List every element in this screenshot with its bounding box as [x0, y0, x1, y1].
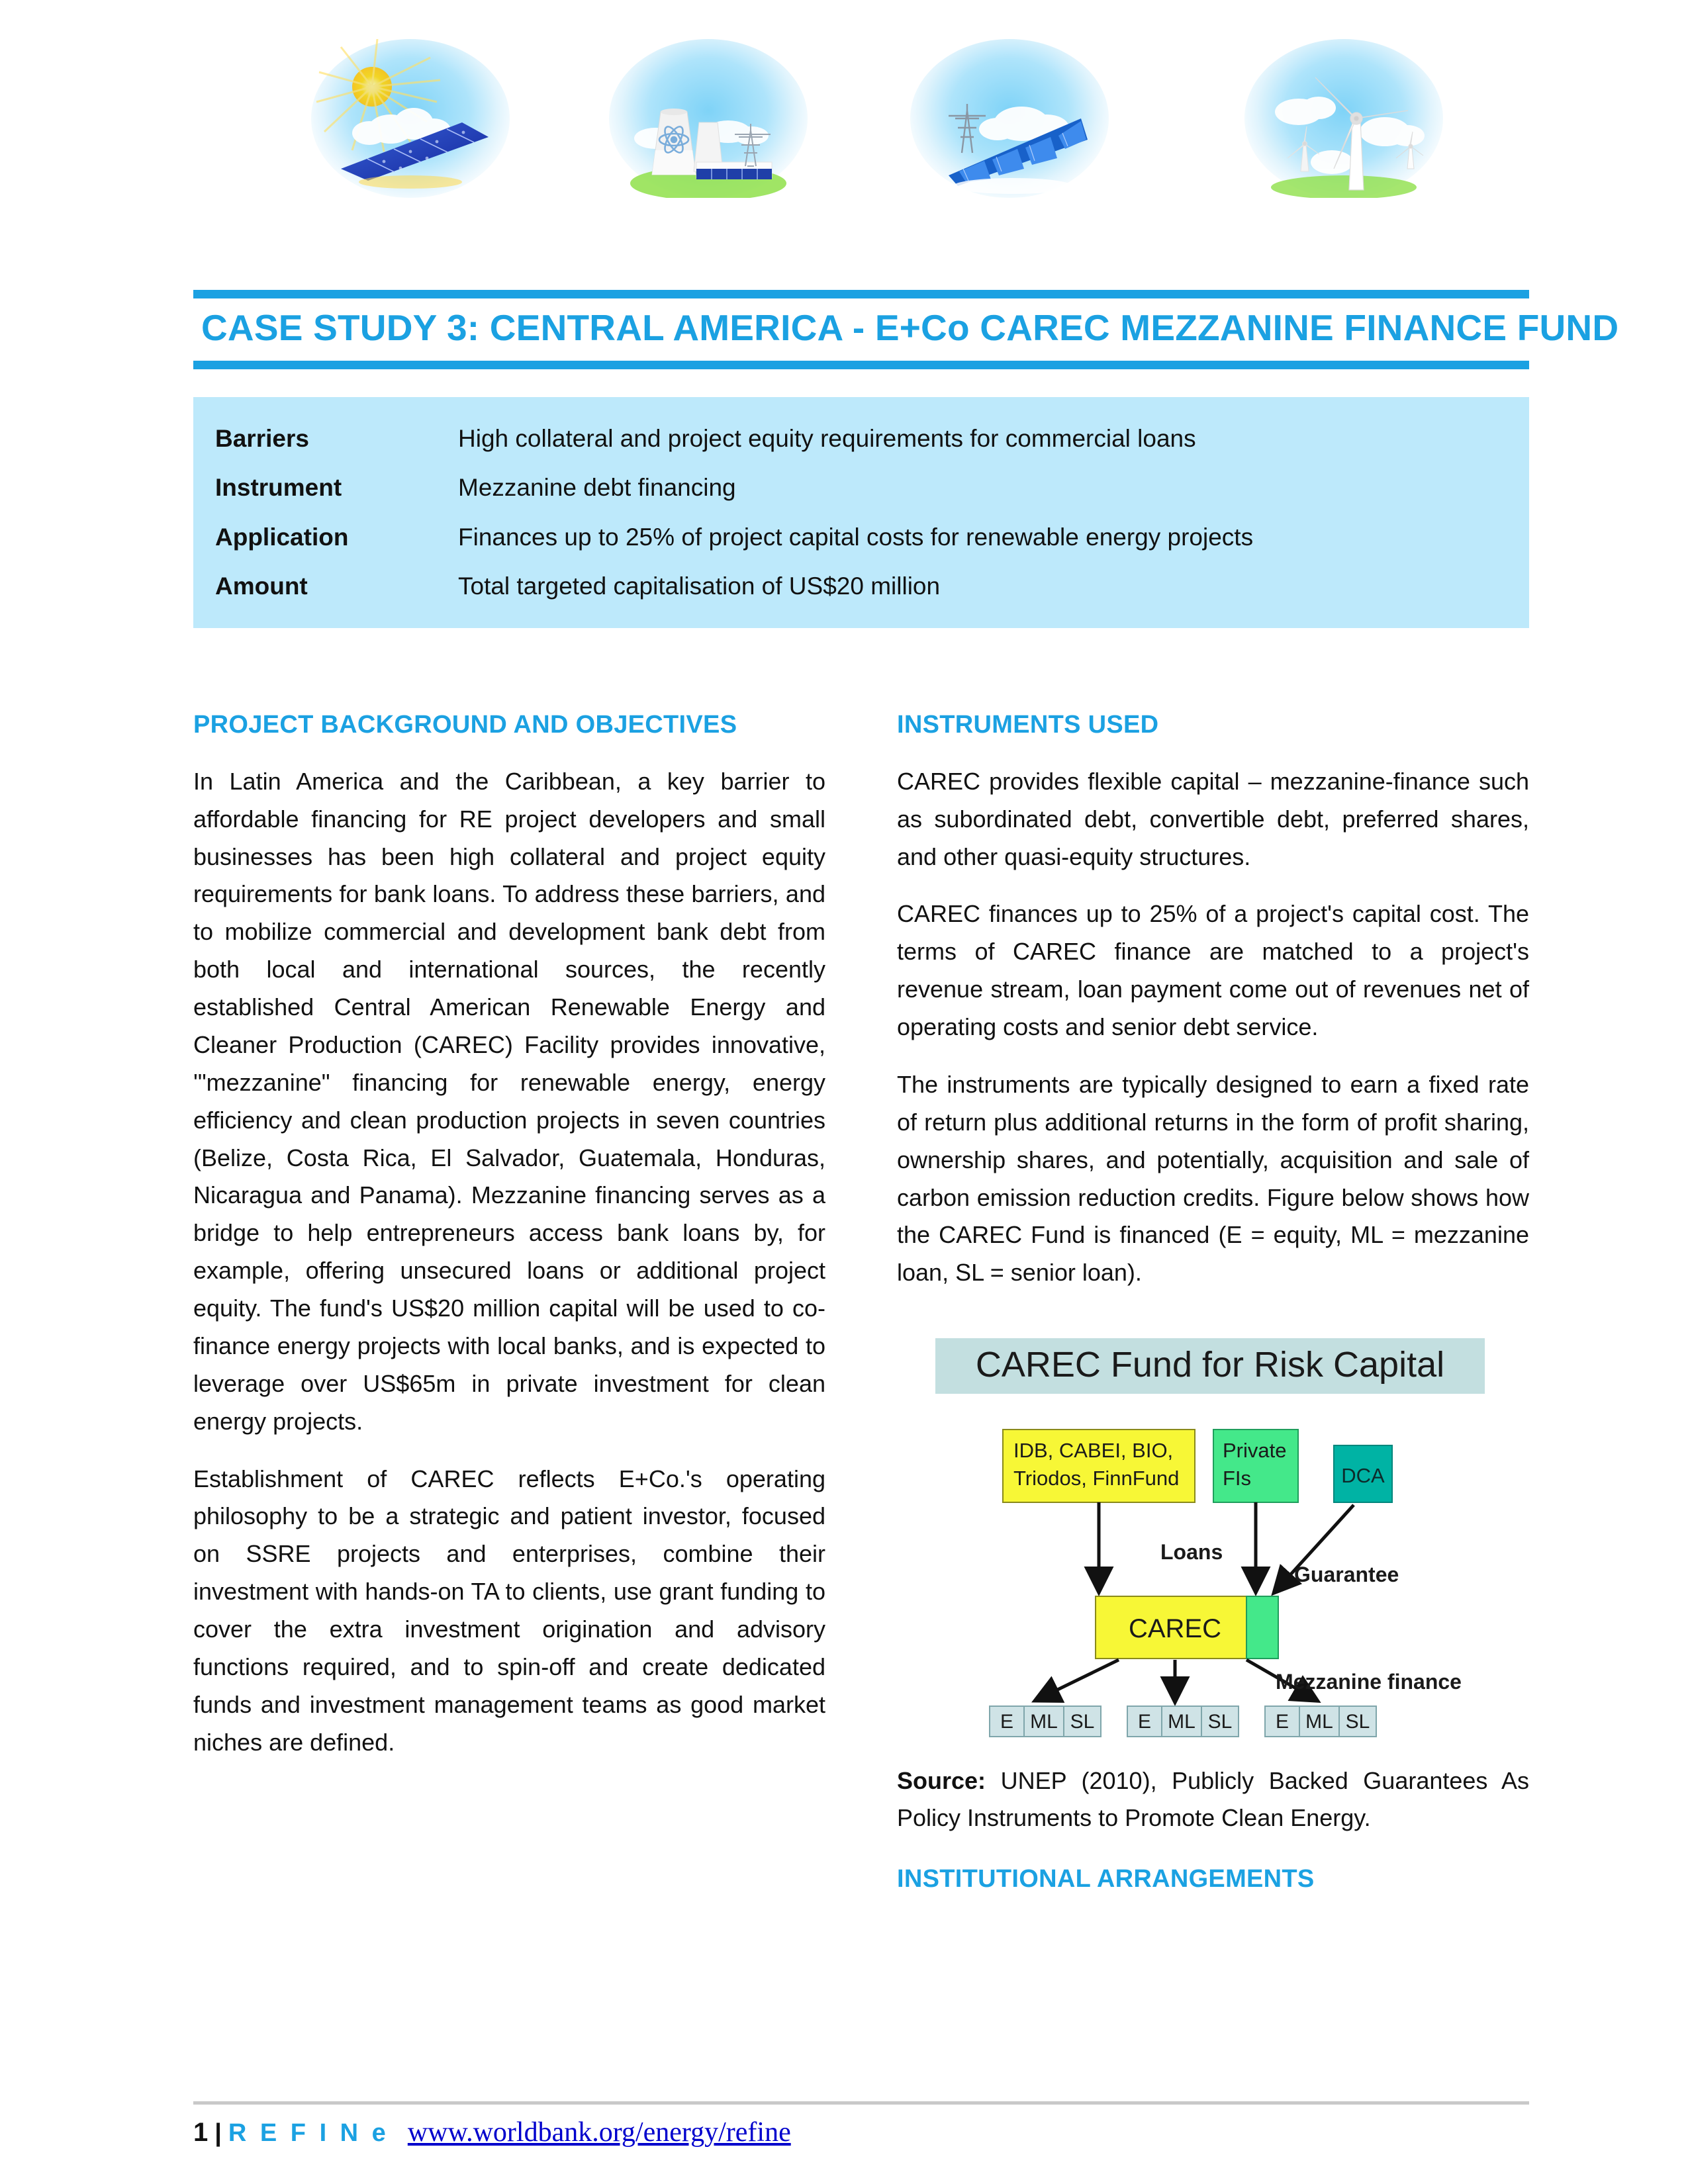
- svg-text:IDB, CABEI, BIO,: IDB, CABEI, BIO,: [1013, 1439, 1174, 1463]
- svg-text:ML: ML: [1168, 1711, 1196, 1733]
- footer-divider: [193, 2101, 1529, 2105]
- row-label: Application: [215, 523, 349, 551]
- header-banner: [179, 29, 1509, 221]
- body-columns: [193, 711, 1529, 1893]
- svg-text:DCA: DCA: [1341, 1464, 1385, 1488]
- left-column: [193, 711, 825, 1893]
- table-row: [193, 463, 1529, 512]
- section-heading-institutional-arrangements: INSTITUTIONAL ARRANGEMENTS: [897, 1864, 1315, 1893]
- title-rule-bottom: [193, 361, 1529, 369]
- page-number: 1: [193, 2118, 209, 2147]
- svg-text:E: E: [1137, 1711, 1152, 1733]
- brand-refine: R E F I N e: [228, 2119, 389, 2147]
- solar-panel-sun-image: [291, 29, 530, 208]
- source-label: Source:: [897, 1767, 986, 1795]
- svg-text:E: E: [1275, 1711, 1289, 1733]
- wind-turbine-image: [1225, 29, 1463, 208]
- paragraph: In Latin America and the Caribbean, a key barrier to affordable financing for RE project developers and small businesses has been high collateral and project equity requirements for bank loans. To address these barriers, and to mobilize commercial and development bank debt from both local and international sources, the recently established Central American Renewable Energy and Cleaner Production (CAREC) Facility provides innovative, '"mezzanine" financing for renewable energy, energy efficiency and clean production projects in seven countries (Belize, Costa Rica, El Salvador, Guatemala, Honduras, Nicaragua and Panama). Mezzanine financing serves as a bridge to help entrepreneurs access bank loans by, for example, offering unsecured loans or additional project equity. The fund's US$20 million capital will be used to co-finance energy projects with local banks, and is expected to leverage over US$65m in private investment for clean energy projects.: [193, 767, 825, 1435]
- figure-source-caption: [897, 1762, 1529, 1837]
- row-label: Barriers: [215, 425, 309, 452]
- svg-text:SL: SL: [1070, 1711, 1095, 1733]
- svg-text:Mezzanine finance: Mezzanine finance: [1276, 1670, 1462, 1694]
- svg-text:Triodos, FinnFund: Triodos, FinnFund: [1013, 1467, 1180, 1490]
- paragraph: Establishment of CAREC reflects E+Co.'s operating philosophy to be a strategic and patient investor, focused on SSRE projects and enterprises, combine their investment with hands-on TA to clients, use grant funding to cover the extra investment origination and advisory functions required, and to spin-off and create dedicated funds and investment management teams as good market niches are defined.: [193, 1465, 825, 1756]
- svg-text:Guarantee: Guarantee: [1294, 1563, 1399, 1587]
- svg-text:Loans: Loans: [1160, 1540, 1223, 1565]
- svg-text:SL: SL: [1207, 1711, 1233, 1733]
- table-row: [193, 414, 1529, 463]
- row-value: Finances up to 25% of project capital costs for renewable energy projects: [458, 523, 1254, 551]
- paragraph: The instruments are typically designed to earn a fixed rate of return plus additional returns in the form of profit sharing, ownership shares, and potentially, acquisition and sale of carbon emission reduction credits. Figure below shows how the CAREC Fund is financed (E = equity, ML = mezzanine loan, SL = senior loan).: [897, 1070, 1529, 1287]
- paragraph: CAREC finances up to 25% of a project's capital cost. The terms of CAREC finance are matched to a project's revenue stream, loan payment come out of revenues net of operating costs and senior debt service.: [897, 900, 1529, 1041]
- page-footer: [193, 2101, 1529, 2148]
- summary-info-table: [193, 397, 1529, 628]
- svg-text:Private: Private: [1223, 1439, 1287, 1463]
- carec-fund-diagram: [897, 1332, 1523, 1745]
- table-row: [193, 513, 1529, 562]
- row-value: Total targeted capitalisation of US$20 million: [458, 572, 941, 600]
- solar-array-pylon-image: [890, 29, 1129, 208]
- svg-text:CAREC Fund for Risk Capital: CAREC Fund for Risk Capital: [975, 1345, 1445, 1385]
- right-column: [897, 711, 1529, 1893]
- svg-text:CAREC: CAREC: [1128, 1614, 1222, 1644]
- paragraph: CAREC provides flexible capital – mezzanine-finance such as subordinated debt, convertible debt, preferred shares, and other quasi-equity structures.: [897, 767, 1529, 870]
- title-rule-top: [193, 290, 1529, 298]
- row-label: Amount: [215, 572, 308, 600]
- svg-text:SL: SL: [1345, 1711, 1370, 1733]
- refine-website-link[interactable]: www.worldbank.org/energy/refine: [407, 2117, 791, 2148]
- power-plant-image: [589, 29, 827, 208]
- footer-separator: |: [214, 2119, 222, 2147]
- svg-text:E: E: [1000, 1711, 1014, 1733]
- page-title: CASE STUDY 3: CENTRAL AMERICA - E+Co CAREC MEZZANINE FINANCE FUND: [201, 307, 1619, 348]
- row-value: Mezzanine debt financing: [458, 474, 736, 502]
- section-heading-instruments-used: INSTRUMENTS USED: [897, 711, 1159, 739]
- svg-text:FIs: FIs: [1223, 1467, 1252, 1490]
- section-heading-project-background: PROJECT BACKGROUND AND OBJECTIVES: [193, 711, 737, 739]
- table-row: [193, 562, 1529, 611]
- case-study-title-block: [193, 290, 1619, 369]
- svg-text:ML: ML: [1030, 1711, 1058, 1733]
- svg-text:ML: ML: [1305, 1711, 1333, 1733]
- row-label: Instrument: [215, 474, 342, 502]
- source-text: UNEP (2010), Publicly Backed Guarantees As Policy Instruments to Promote Clean Energy.: [897, 1767, 1529, 1831]
- row-value: High collateral and project equity requirements for commercial loans: [458, 425, 1196, 452]
